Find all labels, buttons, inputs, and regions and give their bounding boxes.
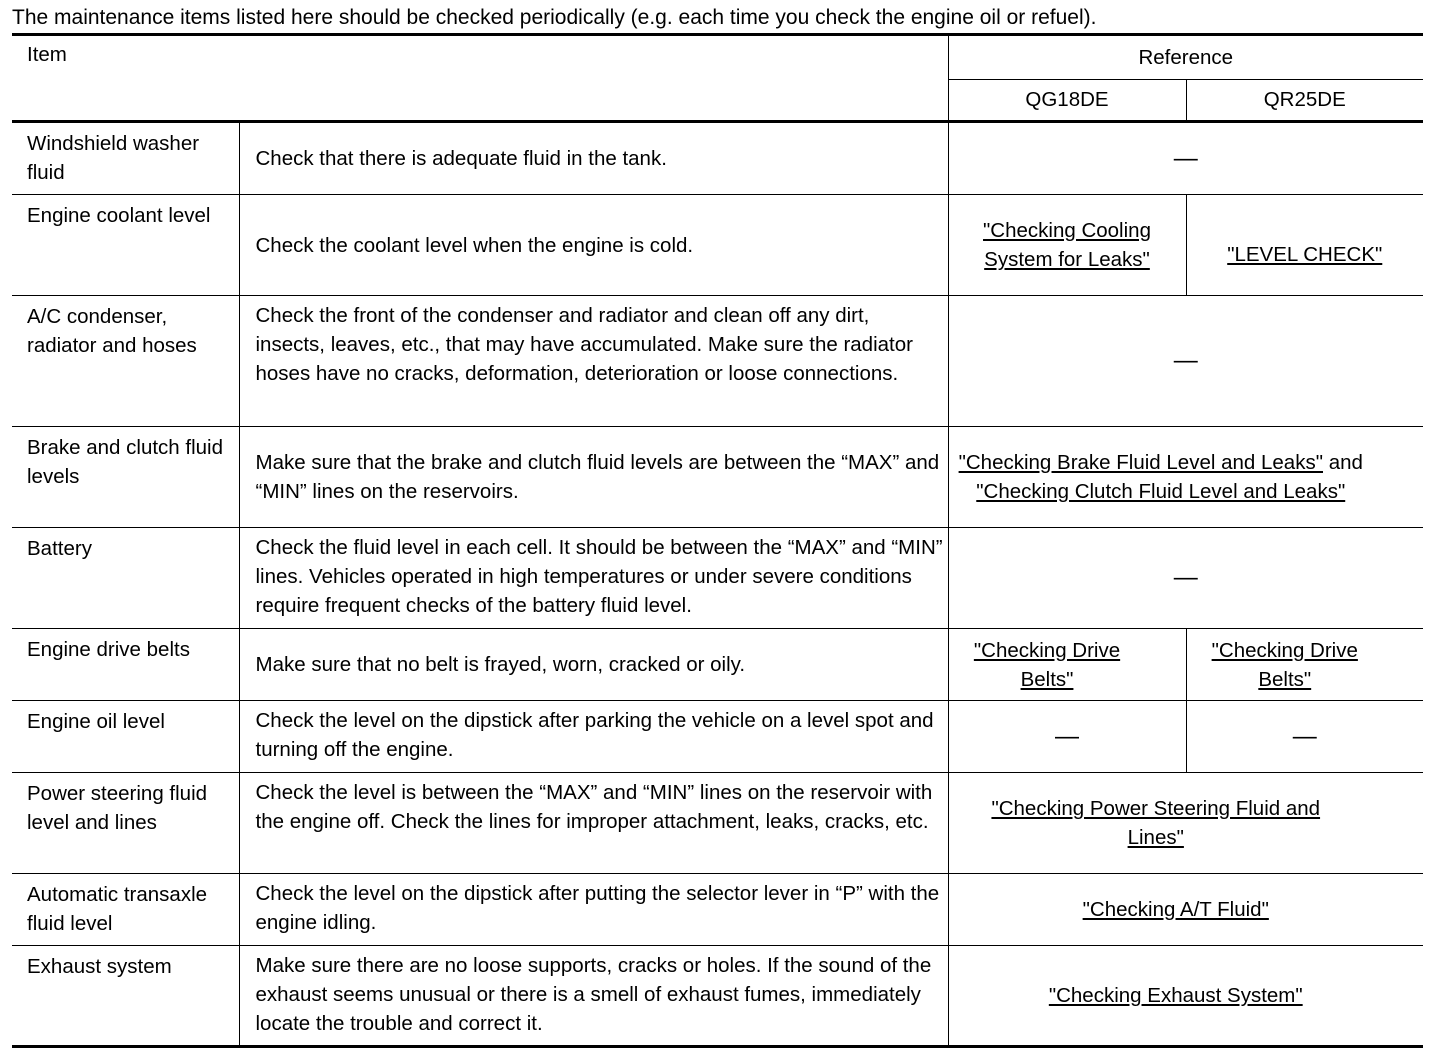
reference-link[interactable]: "LEVEL CHECK" — [1227, 242, 1383, 266]
table-row — [12, 874, 1423, 946]
item-description: Check the coolant level when the engine is cold. — [239, 195, 948, 296]
reference-qg18de — [948, 629, 1186, 701]
reference-cell — [948, 874, 1423, 946]
item-name: Automatic transaxle fluid level — [12, 874, 239, 946]
reference-link[interactable]: "Checking Brake Fluid Level and Leaks" — [958, 451, 1323, 474]
item-description: Check the level is between the “MAX” and “MIN” lines on the reservoir with the engine off. Check the lines for improper attachment, leaks, cracks, etc. — [239, 773, 948, 874]
maintenance-table — [12, 33, 1423, 1048]
reference-cell — [948, 528, 1423, 629]
item-description: Make sure that the brake and clutch fluid levels are between the “MAX” and “MIN” lines on the reservoirs. — [239, 427, 948, 528]
reference-link[interactable]: "Checking Drive Belts" — [973, 638, 1121, 691]
item-description: Make sure that no belt is frayed, worn, cracked or oily. — [239, 629, 948, 701]
reference-cell — [948, 296, 1423, 427]
table-row — [12, 296, 1423, 427]
item-name: Brake and clutch fluid levels — [12, 427, 239, 528]
table-row — [12, 427, 1423, 528]
table-row — [12, 195, 1423, 296]
header-engine-qr25de: QR25DE — [1186, 79, 1423, 122]
intro-text: The maintenance items listed here should be checked periodically (e.g. each time you check the engine oil or refuel). — [12, 6, 1097, 29]
item-name: Engine drive belts — [12, 629, 239, 701]
reference-qr25de — [1186, 629, 1423, 701]
item-name: Engine oil level — [12, 701, 239, 773]
reference-and: and — [1323, 451, 1363, 474]
reference-link[interactable]: "Checking A/T Fluid" — [1082, 898, 1269, 921]
reference-cell — [948, 427, 1423, 528]
reference-dash: — — [1173, 144, 1198, 172]
item-name: A/C condenser, radiator and hoses — [12, 296, 239, 427]
reference-link[interactable]: "Checking Clutch Fluid Level and Leaks" — [976, 480, 1346, 503]
item-description: Check the fluid level in each cell. It should be between the “MAX” and “MIN” lines. Vehicles operated in high temperatures or under severe conditions require frequent checks of the battery fluid level. — [239, 528, 948, 629]
reference-link[interactable]: "Checking Power Steering Fluid and Lines" — [991, 797, 1321, 849]
reference-link[interactable]: "Checking Drive Belts" — [1211, 638, 1358, 691]
reference-dash: — — [1173, 347, 1198, 374]
header-item: Item — [12, 35, 948, 122]
reference-dash: — — [1173, 564, 1198, 591]
table-row — [12, 122, 1423, 195]
reference-qg18de — [948, 701, 1186, 773]
item-name: Battery — [12, 528, 239, 629]
table-row — [12, 946, 1423, 1047]
item-name: Power steering fluid level and lines — [12, 773, 239, 874]
item-name: Windshield washer fluid — [12, 122, 239, 195]
reference-dash: — — [1055, 722, 1079, 750]
table-row — [12, 629, 1423, 701]
reference-cell — [948, 773, 1423, 874]
reference-qr25de — [1186, 701, 1423, 773]
reference-qr25de — [1186, 195, 1423, 296]
item-name: Exhaust system — [12, 946, 239, 1047]
reference-cell — [948, 122, 1423, 195]
item-name: Engine coolant level — [12, 195, 239, 296]
reference-cell — [948, 946, 1423, 1047]
item-description: Check the front of the condenser and radiator and clean off any dirt, insects, leaves, etc., that may have accumulated. Make sure the radiator hoses have no cracks, deformation, deterioration or loose connections. — [239, 296, 948, 427]
item-description: Check that there is adequate fluid in the tank. — [239, 122, 948, 195]
table-row — [12, 773, 1423, 874]
item-description: Check the level on the dipstick after putting the selector lever in “P” with the engine idling. — [239, 874, 948, 946]
item-description: Check the level on the dipstick after parking the vehicle on a level spot and turning off the engine. — [239, 701, 948, 773]
item-description: Make sure there are no loose supports, cracks or holes. If the sound of the exhaust seems unusual or there is a smell of exhaust fumes, immediately locate the trouble and correct it. — [239, 946, 948, 1047]
reference-qg18de — [948, 195, 1186, 296]
reference-link[interactable]: "Checking Cooling System for Leaks" — [983, 219, 1151, 271]
header-engine-qg18de: QG18DE — [948, 79, 1186, 122]
reference-link[interactable]: "Checking Exhaust System" — [1048, 984, 1303, 1007]
table-row — [12, 528, 1423, 629]
table-row — [12, 701, 1423, 773]
header-reference: Reference — [948, 35, 1423, 80]
reference-dash: — — [1292, 722, 1317, 750]
